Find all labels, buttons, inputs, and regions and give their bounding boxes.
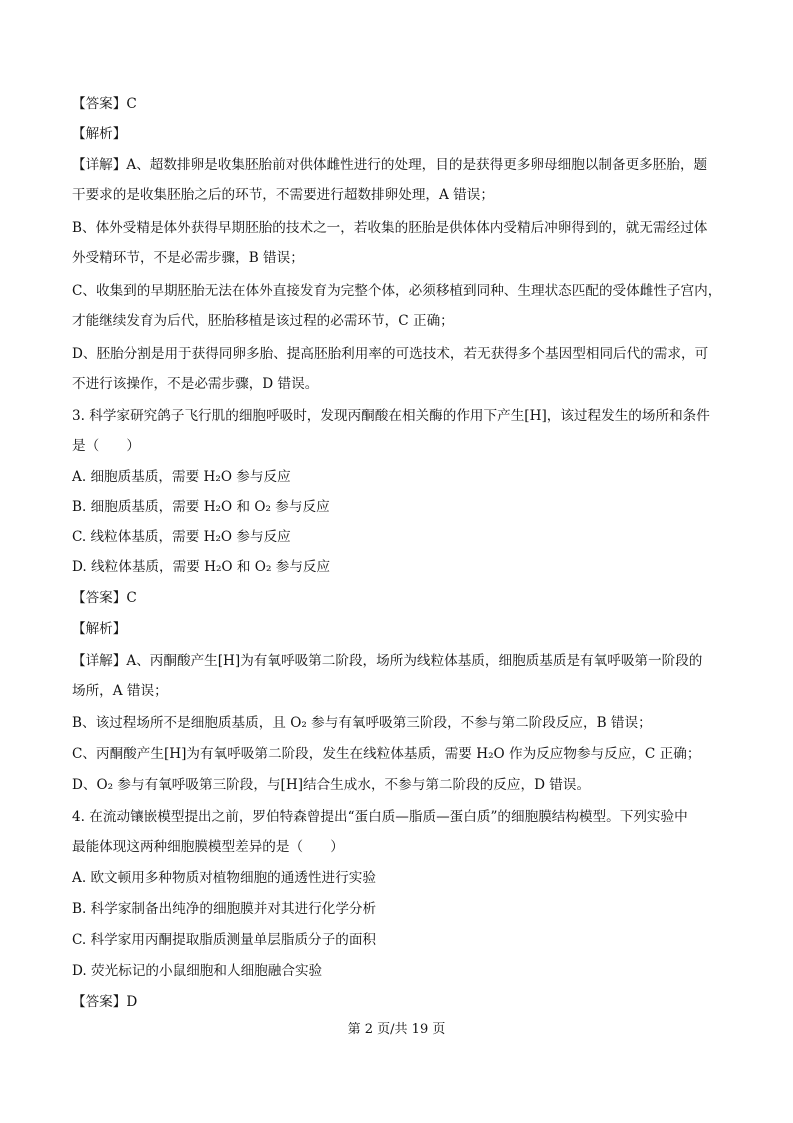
question-4-option-c: C. 科学家用丙酮提取脂质测量单层脂质分子的面积 [72,932,377,948]
detail-line: D、O₂ 参与有氧呼吸第三阶段，与[H]结合生成水，不参与第二阶段的反应，D 错误。 [72,777,591,793]
question-4-stem: 4. 在流动镶嵌模型提出之前，罗伯特森曾提出“蛋白质—脂质—蛋白质”的细胞膜结构模型。下列实验中 [72,809,688,825]
detail-line: 不进行该操作，不是必需步骤，D 错误。 [72,376,319,392]
question-3-option-a: A. 细胞质基质，需要 H₂O 参与反应 [72,469,291,485]
analysis-label: 【解析】 [72,621,127,637]
question-4-option-a: A. 欧文顿用多种物质对植物细胞的通透性进行实验 [72,870,376,886]
answer-label: 【答案】C [72,96,137,112]
detail-line: 【详解】A、丙酮酸产生[H]为有氧呼吸第二阶段，场所为线粒体基质，细胞质基质是有氧呼吸第一阶段的 [72,653,703,669]
detail-line: 外受精环节，不是必需步骤，B 错误； [72,250,304,266]
detail-line: B、体外受精是体外获得早期胚胎的技术之一，若收集的胚胎是供体体内受精后冲卵得到的，就无需经过体 [72,220,708,236]
analysis-label: 【解析】 [72,126,127,142]
question-3-option-c: C. 线粒体基质，需要 H₂O 参与反应 [72,529,291,545]
question-3-option-d: D. 线粒体基质，需要 H₂O 和 O₂ 参与反应 [72,559,331,575]
detail-line: B、该过程场所不是细胞质基质，且 O₂ 参与有氧呼吸第三阶段，不参与第二阶段反应，B 错误； [72,715,652,731]
answer-label: 【答案】D [72,994,138,1010]
detail-line: C、收集到的早期胚胎无法在体外直接发育为完整个体，必须移植到同种、生理状态匹配的受体雌性子宫内， [72,283,722,299]
detail-line: 场所，A 错误； [72,683,168,699]
detail-line: 干要求的是收集胚胎之后的环节，不需要进行超数排卵处理，A 错误； [72,187,494,203]
answer-label: 【答案】C [72,590,137,606]
question-4-option-b: B. 科学家制备出纯净的细胞膜并对其进行化学分析 [72,901,377,917]
page-footer: 第 2 页/共 19 页 [347,1022,446,1037]
question-4-stem: 最能体现这两种细胞膜模型差异的是（ ） [72,839,344,855]
question-3-stem: 是（ ） [72,438,140,454]
detail-line: D、胚胎分割是用于获得同卵多胎、提高胚胎利用率的可选技术，若无获得多个基因型相同后代的需求，可 [72,346,709,362]
detail-line: 才能继续发育为后代，胚胎移植是该过程的必需环节，C 正确； [72,313,454,329]
detail-line: 【详解】A、超数排卵是收集胚胎前对供体雌性进行的处理，目的是获得更多卵母细胞以制备更多胚胎，题 [72,157,708,173]
detail-line: C、丙酮酸产生[H]为有氧呼吸第二阶段，发生在线粒体基质，需要 H₂O 作为反应物参与反应，C 正确； [72,746,701,762]
question-3-option-b: B. 细胞质基质，需要 H₂O 和 O₂ 参与反应 [72,499,330,515]
question-3-stem: 3. 科学家研究鸽子飞行肌的细胞呼吸时，发现丙酮酸在相关酶的作用下产生[H]，该过程发生的场所和条件 [72,408,710,424]
question-4-option-d: D. 荧光标记的小鼠细胞和人细胞融合实验 [72,963,323,979]
